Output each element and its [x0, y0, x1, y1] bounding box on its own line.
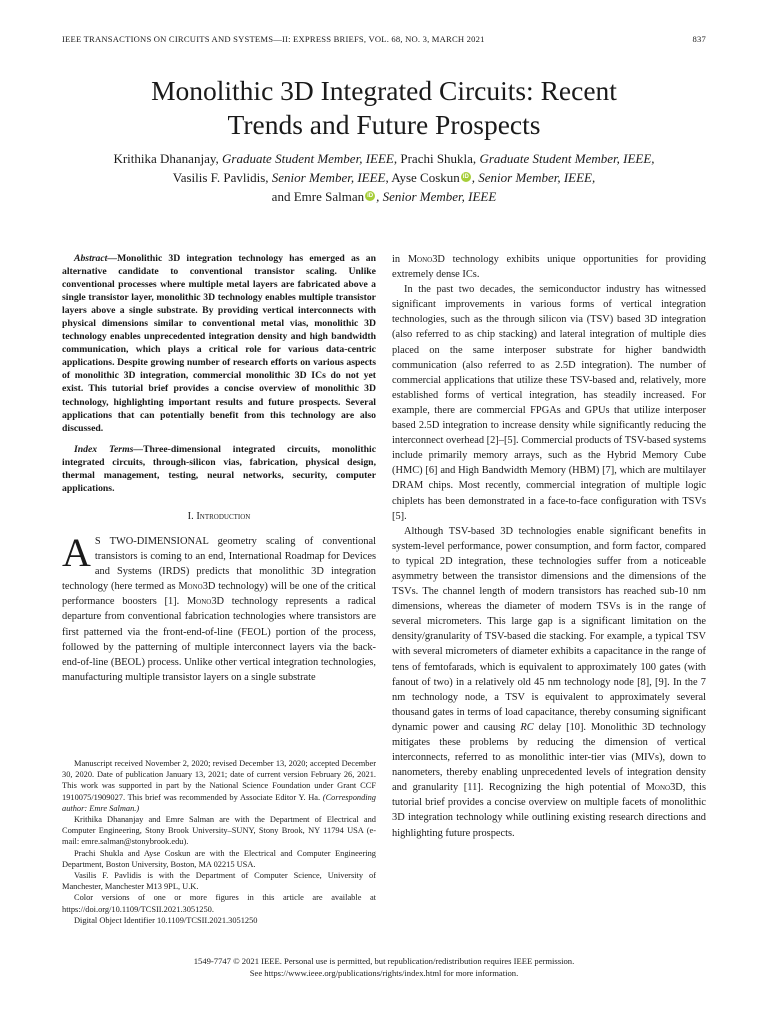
index-terms-label: Index Terms—	[74, 443, 144, 455]
footnote: Digital Object Identifier 10.1109/TCSII.2021.3051250	[74, 915, 258, 925]
body-text: RC	[520, 721, 534, 733]
section-title: Introduction	[196, 510, 251, 522]
intro-text: S TWO-DIMENSIONAL geometry scaling of conventional transistors is coming to an end, International Roadmap for Devices and Systems (IRDS) predicts that monolithic 3D integration technology (here termed as	[62, 535, 376, 593]
small-caps-term: Mono	[645, 782, 671, 794]
copyright-footer	[0, 956, 768, 979]
author-role: Graduate Student Member, IEEE	[222, 151, 394, 166]
orcid-icon[interactable]: iD	[367, 193, 374, 199]
intro-text: 3D technology) will be one of the critical performance boosters [1].	[62, 581, 376, 608]
body-text: in	[392, 254, 408, 265]
index-terms	[62, 443, 376, 495]
intro-paragraph	[62, 529, 376, 685]
author-role: Graduate Student Member, IEEE,	[479, 151, 655, 166]
author-role: , Senior Member, IEEE,	[471, 170, 596, 185]
author-name: Vasilis F. Pavlidis,	[172, 170, 272, 185]
footnotes	[62, 758, 376, 926]
abstract-text: Monolithic 3D integration technology has emerged as an alternative candidate to conventional transistor scaling. Unlike conventional processes where multiple metal layers are fabricated above a single transistor layer, monolithic 3D technology enables multiple transistor layers above a single substrate. By providing vertical interconnects with physical dimensions similar to conventional metal vias, monolithic 3D technology enables unprecedented integration density and high bandwidth communication, which plays a critical role for various data-centric applications. Despite growing number of research efforts on various aspects of monolithic 3D integration, commercial monolithic 3D ICs do not yet exist. This tutorial brief provides a concise overview of monolithic 3D technology, highlighting important results and future prospects. Several applications that can potentially benefit from this technology are also discussed.	[62, 253, 376, 434]
section-heading	[62, 509, 376, 524]
left-column	[62, 252, 376, 685]
author-line-2	[0, 168, 768, 187]
footnote-text: Manuscript received November 2, 2020; revised December 13, 2020; accepted December 30, 2020. Date of publication January 13, 2021; date of current version February 26, 2021. This work was supported in part by the National Science Foundation under Grant CCF 1910075/1909027. This brief was recommended by Associate Editor Y. Ha.	[62, 759, 376, 802]
footnote: Color versions of one or more figures in this article are available at https://doi.org/10.1109/TCSII.2021.3051250.	[62, 893, 376, 914]
running-header: IEEE TRANSACTIONS ON CIRCUITS AND SYSTEMS—II: EXPRESS BRIEFS, VOL. 68, NO. 3, MARCH 2021	[62, 34, 485, 44]
footnote: Prachi Shukla and Ayse Coskun are with the Electrical and Computer Engineering Department, Boston University, Boston, MA 02215 USA.	[62, 848, 376, 869]
footnote-text: (Corresponding author: Emre Salman.)	[62, 792, 376, 813]
author-line-3	[0, 187, 768, 206]
body-text: 3D technology exhibits unique opportunities for providing extremely dense ICs.	[392, 254, 706, 281]
body-text: Although TSV-based 3D technologies enable significant benefits in system-level performance, power consumption, and form factor, compared to typical 2D integration, these technologies suffer from a noticeable asymmetry between the transistor dimensions and the dimensions of the TSVs. The channel length of modern transistors has reached sub-10 nm dimensions, whereas the diameter of modern TSVs is in the range of several micrometers. This large gap is a significant limitation on the density/granularity of TSV-based die stacking. For example, a typical TSV with several micrometers of diameter exhibits a capacitance in the range of tens of femtofarads, which is equivalent to approximately 100 gates (with fanout of two) in a relatively old 45 nm technology node [8], [9]. In the 7 nm technology node, a TSV is equivalent to approximately several thousand gates in terms of load capacitance, thereby consuming significant dynamic power and causing	[392, 525, 706, 733]
index-terms-text: Three-dimensional integrated circuits, monolithic integrated circuits, through-silicon vias, fabrication, physical design, thermal management, testing, neural networks, security, computer applications.	[62, 443, 376, 494]
title-line-2: Trends and Future Prospects	[227, 109, 541, 140]
footnote: Vasilis F. Pavlidis is with the Department of Computer Science, University of Manchester, Manchester M13 9PL, U.K.	[62, 871, 376, 892]
author-name: Krithika Dhananjay,	[113, 151, 222, 166]
small-caps-term: Mono	[407, 254, 433, 265]
body-paragraph	[392, 252, 706, 282]
paper-title	[0, 74, 768, 142]
author-role: , Senior Member, IEEE	[376, 189, 497, 204]
abstract-label: Abstract—	[74, 253, 118, 264]
author-line-1	[0, 149, 768, 168]
footnote	[62, 758, 376, 814]
page-number: 837	[692, 34, 706, 44]
author-name: and Emre Salman	[271, 189, 365, 204]
abstract	[62, 252, 376, 435]
author-name: , Ayse Coskun	[385, 170, 460, 185]
small-caps-term: Mono	[186, 596, 212, 608]
drop-cap: A	[62, 529, 91, 575]
section-number: I.	[187, 510, 197, 522]
copyright-line: 1549-7747 © 2021 IEEE. Personal use is permitted, but republication/redistribution requires IEEE permission.	[193, 956, 575, 966]
body-paragraph	[392, 524, 706, 841]
author-name: , Prachi Shukla,	[393, 151, 480, 166]
author-role: Senior Member, IEEE	[271, 170, 386, 185]
title-line-1: Monolithic 3D Integrated Circuits: Recent	[151, 75, 617, 106]
body-paragraph: In the past two decades, the semiconductor industry has witnessed significant improvements in various forms of vertical integration technologies, such as the through silicon via (TSV) based 3D integration (also referred to as chip stacking) and lateral integration of multiple dies placed on the same interposer substrate for higher bandwidth communication (also referred to as 2.5D integration). The number of commercial applications that utilize these TSV-based and, relatively, more established forms of vertical integration, has steadily increased. For example, there are commercial FPGAs and GPUs that utilize interposer based 2.5D integration to increase density while significantly reducing the interconnect overhead [2]–[5]. Commercial products of TSV-based systems include primarily memory arrays, such as the Hybrid Memory Cube (HMC) [6] and High Bandwidth Memory (HBM) [7], which are multilayer DRAM chips. Most recently, commercial integration of multiple logic chiplets has been demonstrated in a face-to-face configuration with TSVs [5].	[392, 284, 706, 522]
intro-text: 3D technology represents a radical departure from conventional fabrication technologies where transistors are first patterned via the front-end-of-line (FEOL) portion of the process, followed by the patterning of multiple interconnect layers via the back-end-of-line (BEOL) process. Unlike other vertical integration technologies, manufacturing multiple transistor layers on a single substrate	[62, 596, 376, 683]
footnote: Krithika Dhananjay and Emre Salman are with the Department of Electrical and Computer Engineering, Stony Brook University–SUNY, Stony Brook, NY 11794 USA (e-mail: emre.salman@stonybrook.edu).	[62, 815, 376, 847]
permissions-link[interactable]: See https://www.ieee.org/publications/rights/index.html for more information.	[249, 967, 519, 978]
body-text: delay [10]. Monolithic 3D technology mitigates these problems by reducing the dimension of vertical interconnects, referred to as monolithic inter-tier vias (MIVs), down to nanometers, thereby enabling unprecedented levels of integration density and granularity [11]. Recognizing the high potential of	[392, 721, 706, 794]
small-caps-term: Mono	[178, 581, 203, 593]
orcid-icon[interactable]: iD	[462, 174, 469, 180]
body-text: 3D, this tutorial brief provides a concise overview on multiple facets of monolithic 3D integration technology while outlining existing research directions and highlighting future prospects.	[392, 782, 706, 839]
right-column	[392, 252, 706, 841]
